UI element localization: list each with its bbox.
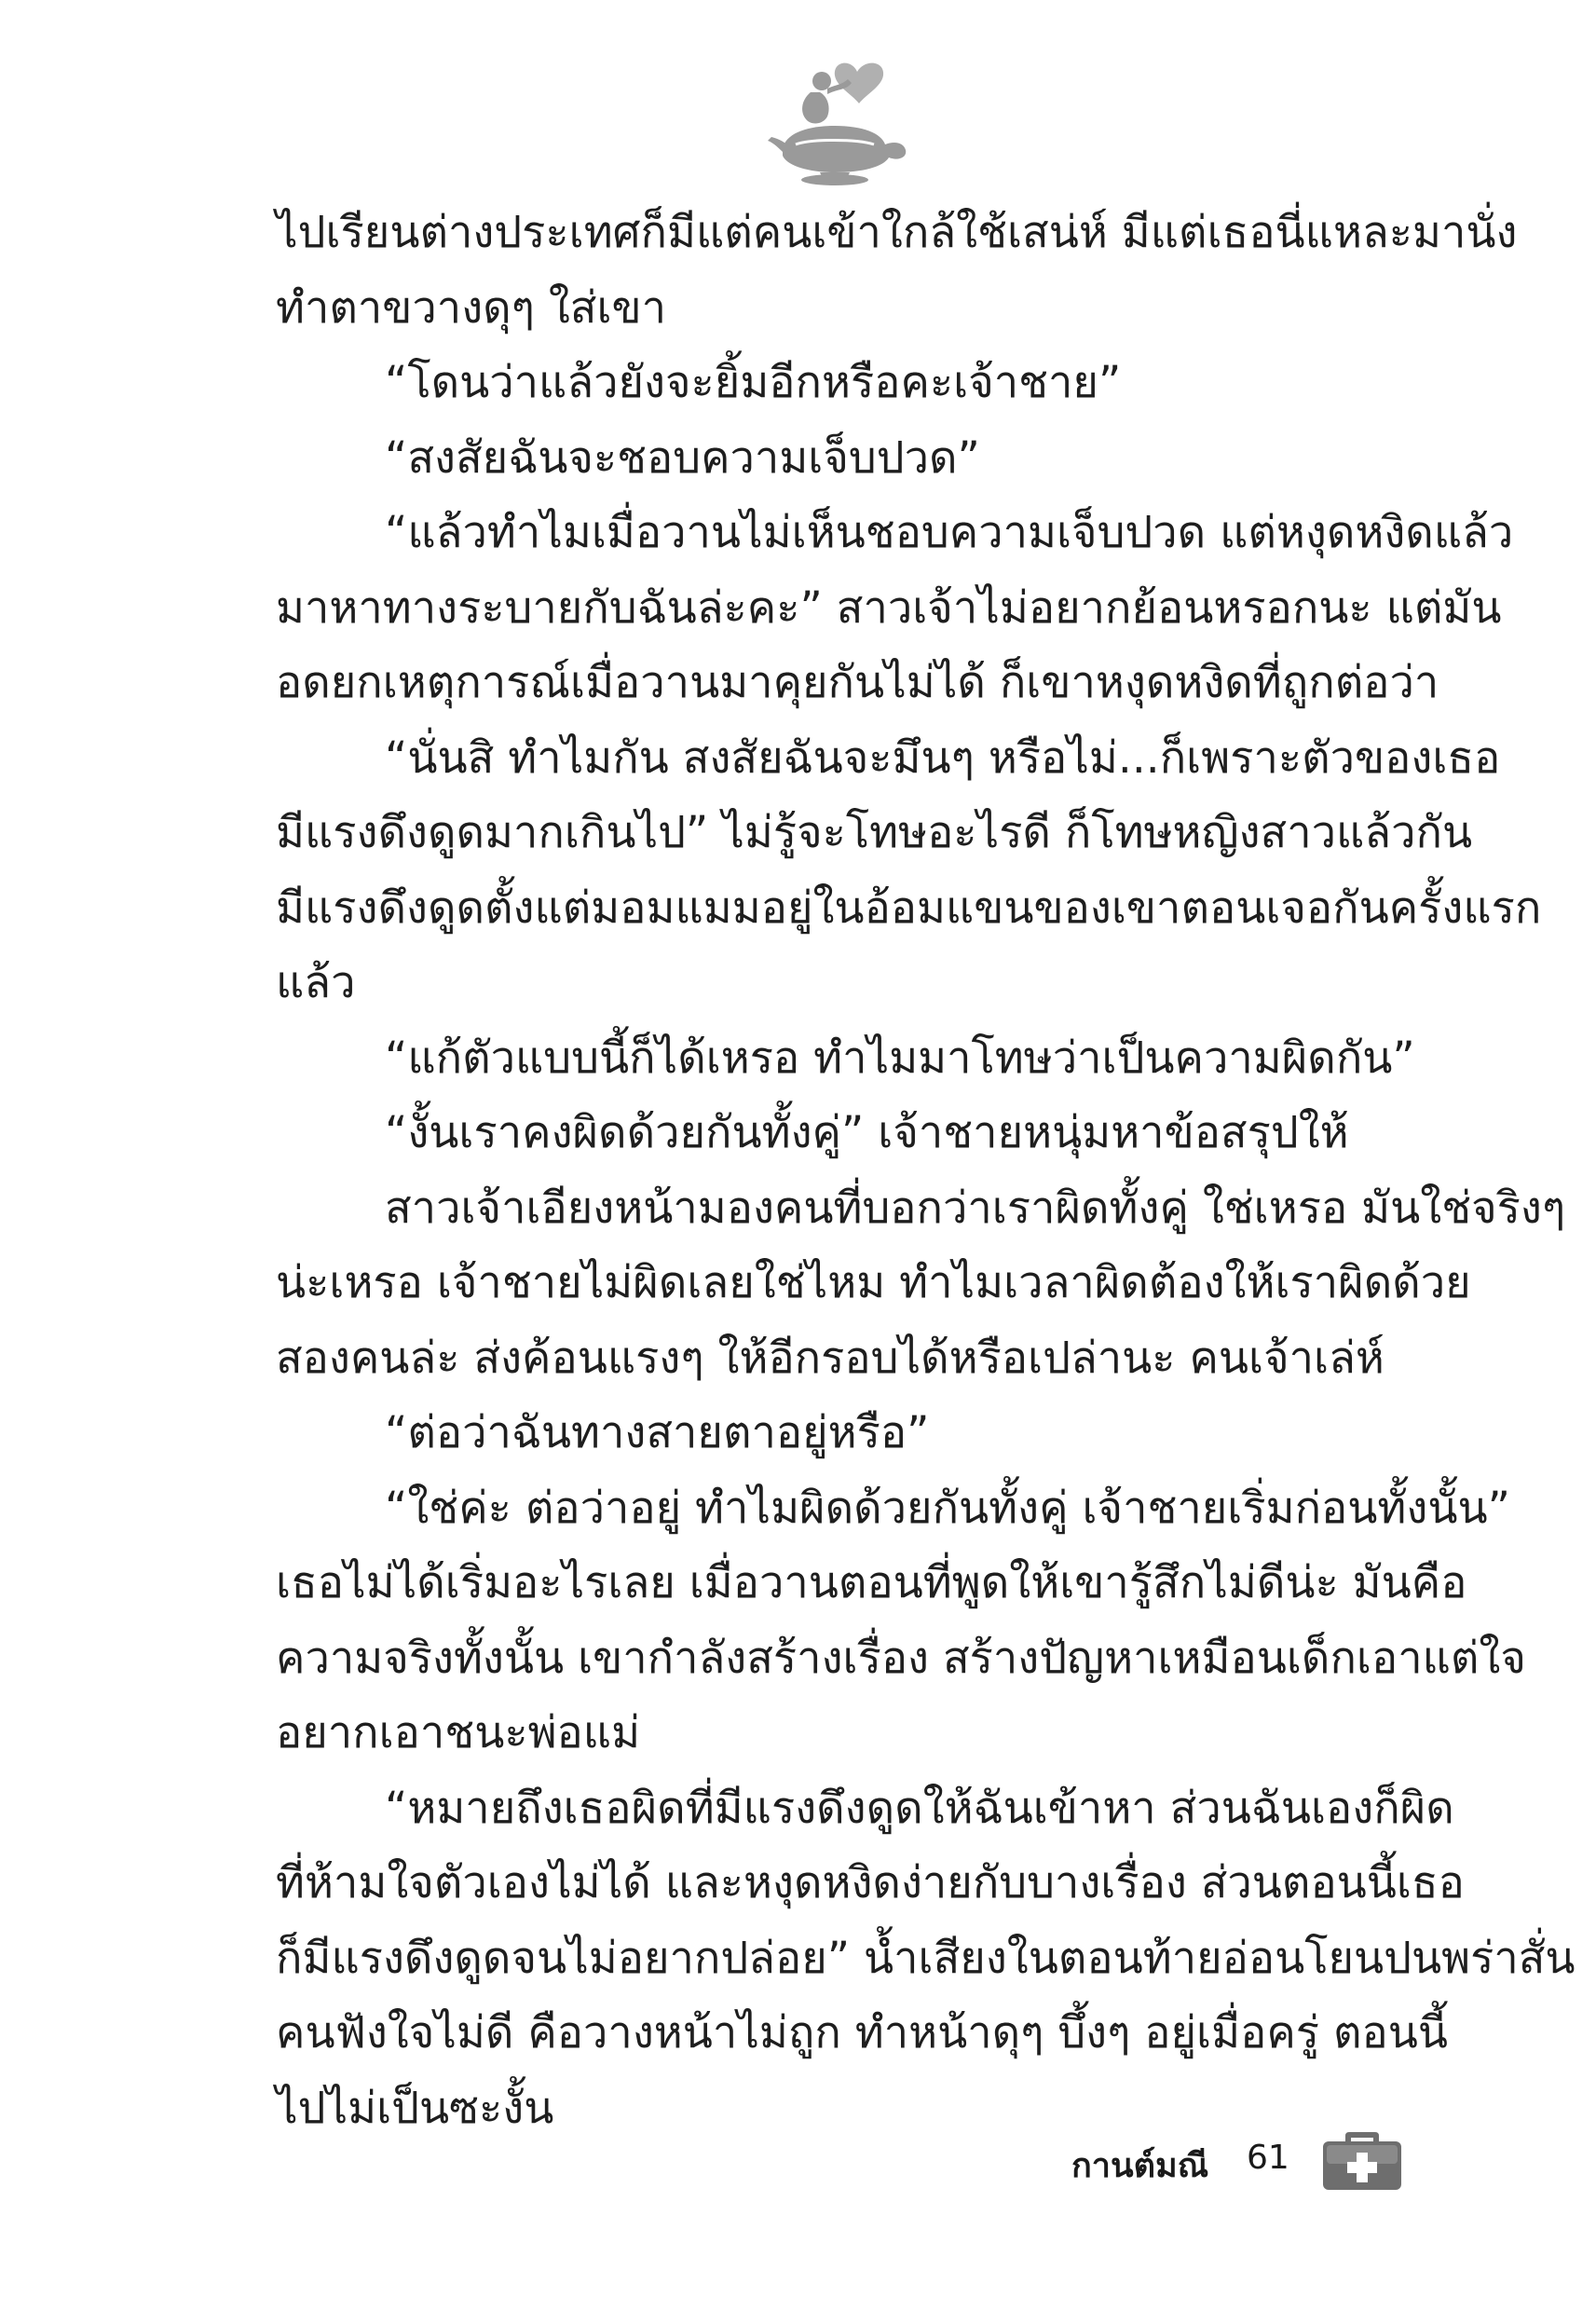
text-line: “หมายถึงเธอผิดที่มีแรงดึงดูดให้ฉันเข้าหา ส่วนฉันเองก็ผิด bbox=[385, 1782, 1454, 1834]
text-line: ไปไม่เป็นซะงั้น bbox=[276, 2082, 554, 2134]
text-line: มีแรงดึงดูดมากเกินไป” ไม่รู้จะโทษอะไรดี ก็โทษหญิงสาวแล้วกัน bbox=[276, 807, 1473, 858]
footer-author: กานต์มณี bbox=[1071, 2147, 1209, 2185]
text-line: เธอไม่ได้เริ่มอะไรเลย เมื่อวานตอนที่พูดให้เขารู้สึกไม่ดีน่ะ มันคือ bbox=[276, 1557, 1467, 1608]
text-line: “แล้วทำไมเมื่อวานไม่เห็นชอบความเจ็บปวด แต่หงุดหงิดแล้ว bbox=[385, 507, 1514, 558]
text-line: มาหาทางระบายกับฉันล่ะคะ” สาวเจ้าไม่อยากย้อนหรอกนะ แต่มัน bbox=[276, 581, 1502, 634]
text-line: สาวเจ้าเอียงหน้ามองคนที่บอกว่าเราผิดทั้งคู่ ใช่เหรอ มันใช่จริงๆ bbox=[385, 1182, 1566, 1234]
text-line: “ต่อว่าฉันทางสายตาอยู่หรือ” bbox=[385, 1407, 930, 1458]
text-line: “นั่นสิ ทำไมกัน สงสัยฉันจะมึนๆ หรือไม่...ก็เพราะตัวของเธอ bbox=[385, 732, 1501, 784]
text-line: “โดนว่าแล้วยังจะยิ้มอีกหรือคะเจ้าชาย” bbox=[385, 357, 1122, 408]
genie-lamp-icon bbox=[755, 51, 913, 191]
text-line: น่ะเหรอ เจ้าชายไม่ผิดเลยใช่ไหม ทำไมเวลาผิดต้องให้เราผิดด้วย bbox=[276, 1257, 1471, 1308]
text-line: ก็มีแรงดึงดูดจนไม่อยากปล่อย” น้ำเสียงในตอนท้ายอ่อนโยนปนพร่าสั่น bbox=[276, 1932, 1576, 1984]
text-line: ไปเรียนต่างประเทศก็มีแต่คนเข้าใกล้ใช้เสน่ห์ มีแต่เธอนี่แหละมานั่ง bbox=[276, 207, 1518, 258]
text-line: อดยกเหตุการณ์เมื่อวานมาคุยกันไม่ได้ ก็เขาหงุดหงิดที่ถูกต่อว่า bbox=[276, 657, 1439, 708]
body-text bbox=[276, 196, 1576, 2146]
page-number: 61 bbox=[1247, 2139, 1289, 2177]
text-line: ทำตาขวางดุๆ ใส่เขา bbox=[276, 281, 667, 334]
text-line: ความจริงทั้งนั้น เขากำลังสร้างเรื่อง สร้างปัญหาเหมือนเด็กเอาแต่ใจ bbox=[276, 1632, 1526, 1684]
text-line: “สงสัยฉันจะชอบความเจ็บปวด” bbox=[385, 431, 980, 484]
text-line: สองคนล่ะ ส่งค้อนแรงๆ ให้อีกรอบได้หรือเปล่านะ คนเจ้าเล่ห์ bbox=[276, 1332, 1385, 1384]
text-line: อยากเอาชนะพ่อแม่ bbox=[276, 1707, 641, 1758]
text-line: ที่ห้ามใจตัวเองไม่ได้ และหงุดหงิดง่ายกับบางเรื่อง ส่วนตอนนี้เธอ bbox=[276, 1857, 1465, 1908]
text-line: แล้ว bbox=[276, 957, 356, 1008]
text-line: “งั้นเราคงผิดด้วยกันทั้งคู่” เจ้าชายหนุ่มหาข้อสรุปให้ bbox=[385, 1107, 1349, 1158]
text-line: คนฟังใจไม่ดี คือวางหน้าไม่ถูก ทำหน้าดุๆ บึ้งๆ อยู่เมื่อครู่ ตอนนี้ bbox=[276, 2007, 1448, 2058]
text-line: “แก้ตัวแบบนี้ก็ได้เหรอ ทำไมมาโทษว่าเป็นความผิดกัน” bbox=[385, 1032, 1415, 1084]
text-line: “ใช่ค่ะ ต่อว่าอยู่ ทำไมผิดด้วยกันทั้งคู่ เจ้าชายเริ่มก่อนทั้งนั้น” bbox=[385, 1482, 1510, 1534]
medical-kit-icon bbox=[1321, 2130, 1403, 2192]
text-line: มีแรงดึงดูดตั้งแต่มอมแมมอยู่ในอ้อมแขนของเขาตอนเจอกันครั้งแรก bbox=[276, 882, 1542, 934]
